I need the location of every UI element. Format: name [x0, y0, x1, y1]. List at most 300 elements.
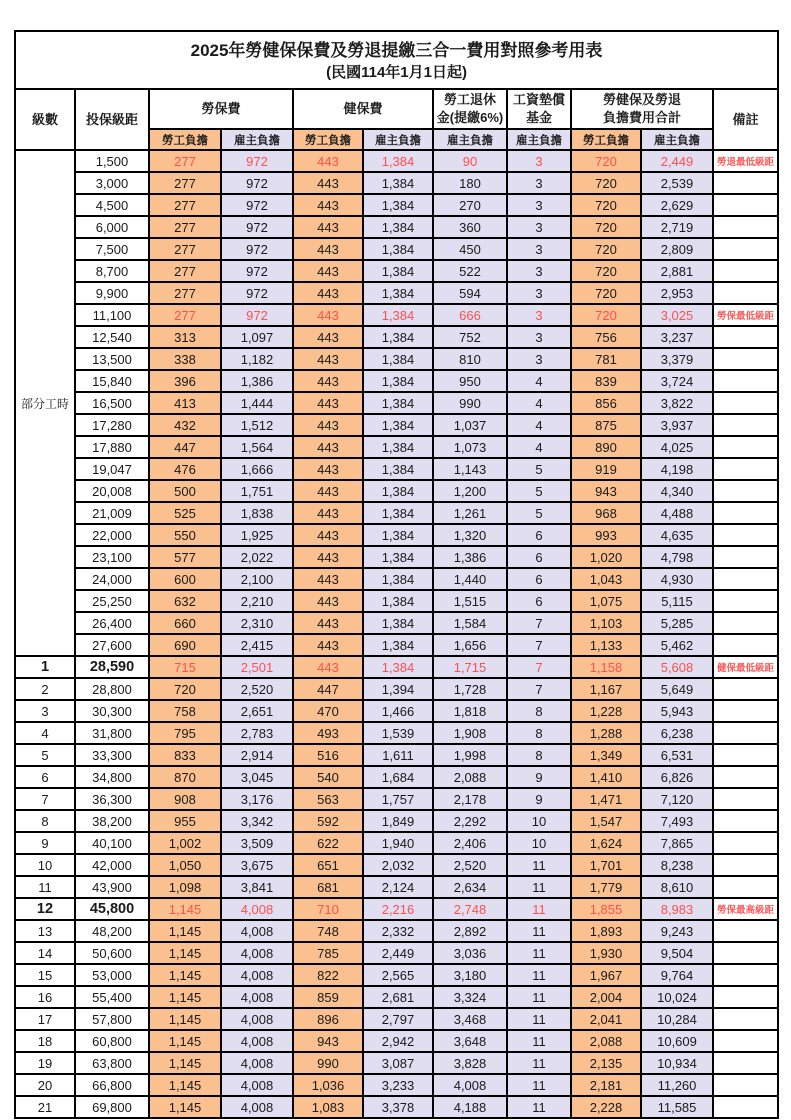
cell-total-employer: 2,539	[641, 172, 713, 194]
cell-remark: 勞退最低級距	[713, 150, 778, 172]
table-row	[15, 1030, 778, 1052]
cell-bracket: 7,500	[75, 238, 149, 260]
cell-bracket: 63,800	[75, 1052, 149, 1074]
cell-total-employer: 4,798	[641, 546, 713, 568]
cell-level: 17	[15, 1008, 75, 1030]
table-row	[15, 656, 778, 678]
cell-labor-employer: 3,176	[221, 788, 293, 810]
cell-health-employer: 1,384	[363, 194, 433, 216]
cell-wage-fund-employer: 3	[507, 282, 571, 304]
header-pension-line1: 勞工退休	[443, 92, 496, 108]
table-row	[15, 744, 778, 766]
cell-health-employee: 443	[293, 436, 363, 458]
cell-level: 21	[15, 1096, 75, 1118]
cell-labor-employer: 4,008	[221, 920, 293, 942]
cell-remark	[713, 326, 778, 348]
cell-pension-employer: 594	[433, 282, 507, 304]
cell-total-employee: 1,133	[571, 634, 641, 656]
table-row	[15, 832, 778, 854]
header-wage-fund-line2: 基金	[525, 110, 552, 125]
reference-table	[14, 30, 779, 1119]
cell-bracket: 34,800	[75, 766, 149, 788]
cell-health-employer: 2,942	[363, 1030, 433, 1052]
cell-total-employer: 10,284	[641, 1008, 713, 1030]
cell-wage-fund-employer: 8	[507, 722, 571, 744]
cell-health-employer: 1,466	[363, 700, 433, 722]
cell-remark	[713, 1074, 778, 1096]
cell-wage-fund-employer: 11	[507, 1052, 571, 1074]
cell-pension-employer: 2,178	[433, 788, 507, 810]
cell-level: 19	[15, 1052, 75, 1074]
cell-health-employee: 563	[293, 788, 363, 810]
cell-health-employer: 1,384	[363, 216, 433, 238]
cell-health-employer: 2,681	[363, 986, 433, 1008]
cell-total-employer: 3,025	[641, 304, 713, 326]
header-total	[571, 89, 713, 129]
cell-labor-employer: 2,210	[221, 590, 293, 612]
cell-wage-fund-employer: 11	[507, 920, 571, 942]
cell-bracket: 57,800	[75, 1008, 149, 1030]
cell-total-employee: 1,779	[571, 876, 641, 898]
cell-pension-employer: 2,406	[433, 832, 507, 854]
table-row	[15, 876, 778, 898]
header-bracket: 投保級距	[75, 89, 149, 150]
cell-remark	[713, 854, 778, 876]
cell-total-employee: 720	[571, 238, 641, 260]
cell-pension-employer: 3,828	[433, 1052, 507, 1074]
cell-wage-fund-employer: 5	[507, 502, 571, 524]
cell-total-employer: 6,826	[641, 766, 713, 788]
cell-total-employee: 1,701	[571, 854, 641, 876]
cell-total-employee: 839	[571, 370, 641, 392]
cell-wage-fund-employer: 3	[507, 150, 571, 172]
cell-bracket: 31,800	[75, 722, 149, 744]
cell-health-employee: 822	[293, 964, 363, 986]
cell-pension-employer: 1,515	[433, 590, 507, 612]
cell-labor-employee: 277	[149, 304, 221, 326]
cell-labor-employee: 955	[149, 810, 221, 832]
cell-labor-employee: 277	[149, 282, 221, 304]
cell-remark	[713, 458, 778, 480]
cell-pension-employer: 2,292	[433, 810, 507, 832]
cell-wage-fund-employer: 3	[507, 348, 571, 370]
cell-health-employer: 1,611	[363, 744, 433, 766]
cell-labor-employee: 277	[149, 216, 221, 238]
cell-pension-employer: 2,634	[433, 876, 507, 898]
cell-health-employer: 1,394	[363, 678, 433, 700]
subheader-labor-employee: 勞工負擔	[149, 129, 221, 150]
cell-total-employee: 1,103	[571, 612, 641, 634]
cell-total-employer: 9,504	[641, 942, 713, 964]
cell-remark	[713, 876, 778, 898]
cell-remark	[713, 722, 778, 744]
cell-labor-employer: 972	[221, 260, 293, 282]
cell-bracket: 50,600	[75, 942, 149, 964]
cell-health-employer: 1,384	[363, 612, 433, 634]
cell-pension-employer: 1,728	[433, 678, 507, 700]
cell-total-employee: 993	[571, 524, 641, 546]
cell-bracket: 8,700	[75, 260, 149, 282]
cell-pension-employer: 990	[433, 392, 507, 414]
cell-remark	[713, 480, 778, 502]
cell-labor-employee: 500	[149, 480, 221, 502]
cell-wage-fund-employer: 11	[507, 964, 571, 986]
cell-health-employee: 443	[293, 392, 363, 414]
cell-labor-employer: 972	[221, 194, 293, 216]
cell-total-employee: 1,930	[571, 942, 641, 964]
cell-bracket: 66,800	[75, 1074, 149, 1096]
table-row	[15, 326, 778, 348]
cell-total-employee: 720	[571, 172, 641, 194]
cell-total-employee: 1,471	[571, 788, 641, 810]
table-row	[15, 458, 778, 480]
cell-bracket: 13,500	[75, 348, 149, 370]
cell-labor-employee: 277	[149, 150, 221, 172]
cell-level: 2	[15, 678, 75, 700]
cell-wage-fund-employer: 3	[507, 238, 571, 260]
cell-labor-employer: 2,310	[221, 612, 293, 634]
table-body	[15, 150, 778, 1118]
cell-total-employer: 2,629	[641, 194, 713, 216]
cell-health-employee: 443	[293, 656, 363, 678]
cell-total-employee: 756	[571, 326, 641, 348]
cell-labor-employer: 1,838	[221, 502, 293, 524]
cell-total-employer: 5,649	[641, 678, 713, 700]
cell-remark	[713, 524, 778, 546]
table-row	[15, 1008, 778, 1030]
header-total-line1: 勞健保及勞退	[602, 92, 681, 108]
cell-total-employee: 720	[571, 260, 641, 282]
cell-bracket: 19,047	[75, 458, 149, 480]
cell-bracket: 45,800	[75, 898, 149, 920]
cell-remark	[713, 546, 778, 568]
cell-bracket: 40,100	[75, 832, 149, 854]
page-subtitle: (民國114年1月1日起)	[326, 64, 467, 82]
cell-labor-employee: 413	[149, 392, 221, 414]
cell-total-employee: 720	[571, 304, 641, 326]
cell-bracket: 33,300	[75, 744, 149, 766]
table-row	[15, 238, 778, 260]
cell-labor-employee: 870	[149, 766, 221, 788]
cell-health-employer: 1,384	[363, 634, 433, 656]
cell-pension-employer: 3,648	[433, 1030, 507, 1052]
cell-total-employer: 2,809	[641, 238, 713, 260]
cell-total-employee: 720	[571, 216, 641, 238]
cell-health-employer: 1,384	[363, 414, 433, 436]
cell-labor-employer: 1,444	[221, 392, 293, 414]
cell-bracket: 55,400	[75, 986, 149, 1008]
cell-level: 12	[15, 898, 75, 920]
cell-total-employee: 1,893	[571, 920, 641, 942]
header-level: 級數	[15, 89, 75, 150]
cell-total-employee: 1,167	[571, 678, 641, 700]
cell-health-employee: 710	[293, 898, 363, 920]
cell-labor-employer: 3,342	[221, 810, 293, 832]
cell-remark: 健保最低級距	[713, 656, 778, 678]
cell-remark	[713, 634, 778, 656]
cell-bracket: 60,800	[75, 1030, 149, 1052]
cell-labor-employee: 277	[149, 172, 221, 194]
cell-labor-employee: 432	[149, 414, 221, 436]
cell-health-employee: 470	[293, 700, 363, 722]
cell-health-employee: 622	[293, 832, 363, 854]
cell-remark	[713, 964, 778, 986]
cell-health-employee: 592	[293, 810, 363, 832]
cell-labor-employee: 525	[149, 502, 221, 524]
cell-health-employer: 2,332	[363, 920, 433, 942]
cell-remark	[713, 1008, 778, 1030]
cell-total-employer: 6,238	[641, 722, 713, 744]
cell-wage-fund-employer: 5	[507, 458, 571, 480]
cell-labor-employee: 1,145	[149, 920, 221, 942]
cell-wage-fund-employer: 7	[507, 634, 571, 656]
cell-total-employer: 5,608	[641, 656, 713, 678]
cell-wage-fund-employer: 11	[507, 1096, 571, 1118]
cell-labor-employee: 632	[149, 590, 221, 612]
table-row	[15, 898, 778, 920]
cell-bracket: 1,500	[75, 150, 149, 172]
cell-level: 16	[15, 986, 75, 1008]
cell-bracket: 11,100	[75, 304, 149, 326]
cell-bracket: 27,600	[75, 634, 149, 656]
table-row	[15, 172, 778, 194]
cell-bracket: 23,100	[75, 546, 149, 568]
cell-pension-employer: 1,818	[433, 700, 507, 722]
cell-health-employer: 2,565	[363, 964, 433, 986]
cell-remark	[713, 414, 778, 436]
cell-health-employee: 443	[293, 458, 363, 480]
cell-labor-employer: 4,008	[221, 1052, 293, 1074]
table-row	[15, 480, 778, 502]
cell-labor-employer: 3,841	[221, 876, 293, 898]
cell-remark	[713, 436, 778, 458]
cell-pension-employer: 950	[433, 370, 507, 392]
cell-health-employer: 1,384	[363, 590, 433, 612]
cell-total-employer: 5,285	[641, 612, 713, 634]
table-row	[15, 722, 778, 744]
cell-pension-employer: 4,188	[433, 1096, 507, 1118]
cell-health-employee: 443	[293, 370, 363, 392]
cell-total-employer: 2,449	[641, 150, 713, 172]
cell-health-employer: 1,849	[363, 810, 433, 832]
cell-remark	[713, 282, 778, 304]
cell-wage-fund-employer: 10	[507, 832, 571, 854]
subheader-health-employer: 雇主負擔	[363, 129, 433, 150]
subheader-total-employee: 勞工負擔	[571, 129, 641, 150]
cell-remark	[713, 194, 778, 216]
cell-health-employee: 443	[293, 194, 363, 216]
cell-health-employee: 443	[293, 326, 363, 348]
cell-labor-employer: 2,501	[221, 656, 293, 678]
cell-labor-employer: 1,182	[221, 348, 293, 370]
cell-pension-employer: 2,748	[433, 898, 507, 920]
cell-bracket: 24,000	[75, 568, 149, 590]
cell-labor-employer: 1,564	[221, 436, 293, 458]
table-row	[15, 920, 778, 942]
cell-labor-employer: 4,008	[221, 964, 293, 986]
cell-total-employee: 1,288	[571, 722, 641, 744]
cell-remark	[713, 744, 778, 766]
cell-wage-fund-employer: 11	[507, 854, 571, 876]
subheader-pension-employer: 雇主負擔	[433, 129, 507, 150]
title-cell	[15, 31, 778, 89]
cell-bracket: 36,300	[75, 788, 149, 810]
table-row	[15, 348, 778, 370]
cell-bracket: 30,300	[75, 700, 149, 722]
cell-labor-employee: 1,145	[149, 898, 221, 920]
cell-total-employee: 890	[571, 436, 641, 458]
cell-health-employee: 1,036	[293, 1074, 363, 1096]
cell-wage-fund-employer: 5	[507, 480, 571, 502]
table-row	[15, 942, 778, 964]
cell-health-employer: 2,449	[363, 942, 433, 964]
cell-health-employer: 3,087	[363, 1052, 433, 1074]
cell-pension-employer: 270	[433, 194, 507, 216]
cell-health-employee: 443	[293, 304, 363, 326]
table-row	[15, 502, 778, 524]
cell-bracket: 17,280	[75, 414, 149, 436]
cell-health-employee: 443	[293, 634, 363, 656]
cell-labor-employee: 715	[149, 656, 221, 678]
cell-health-employer: 1,384	[363, 326, 433, 348]
cell-pension-employer: 1,998	[433, 744, 507, 766]
cell-health-employer: 1,384	[363, 260, 433, 282]
cell-pension-employer: 90	[433, 150, 507, 172]
cell-health-employer: 1,539	[363, 722, 433, 744]
cell-total-employee: 1,075	[571, 590, 641, 612]
cell-labor-employee: 277	[149, 194, 221, 216]
cell-wage-fund-employer: 11	[507, 898, 571, 920]
cell-health-employer: 1,384	[363, 546, 433, 568]
cell-total-employee: 2,228	[571, 1096, 641, 1118]
cell-pension-employer: 1,037	[433, 414, 507, 436]
cell-health-employee: 990	[293, 1052, 363, 1074]
cell-wage-fund-employer: 9	[507, 766, 571, 788]
cell-labor-employee: 550	[149, 524, 221, 546]
cell-remark	[713, 700, 778, 722]
cell-pension-employer: 3,036	[433, 942, 507, 964]
table-row	[15, 700, 778, 722]
header-labor-insurance: 勞保費	[149, 89, 293, 129]
cell-total-employee: 1,624	[571, 832, 641, 854]
cell-bracket: 3,000	[75, 172, 149, 194]
cell-wage-fund-employer: 4	[507, 436, 571, 458]
table-row	[15, 546, 778, 568]
cell-labor-employer: 2,783	[221, 722, 293, 744]
cell-health-employer: 2,797	[363, 1008, 433, 1030]
table-row	[15, 678, 778, 700]
cell-pension-employer: 3,324	[433, 986, 507, 1008]
cell-wage-fund-employer: 11	[507, 1030, 571, 1052]
cell-labor-employer: 4,008	[221, 1096, 293, 1118]
cell-remark	[713, 216, 778, 238]
cell-total-employee: 1,410	[571, 766, 641, 788]
cell-labor-employee: 277	[149, 260, 221, 282]
cell-labor-employee: 690	[149, 634, 221, 656]
cell-wage-fund-employer: 3	[507, 216, 571, 238]
cell-total-employer: 9,764	[641, 964, 713, 986]
cell-labor-employer: 4,008	[221, 942, 293, 964]
cell-total-employee: 943	[571, 480, 641, 502]
cell-labor-employer: 1,751	[221, 480, 293, 502]
cell-bracket: 22,000	[75, 524, 149, 546]
cell-bracket: 48,200	[75, 920, 149, 942]
cell-bracket: 16,500	[75, 392, 149, 414]
cell-remark	[713, 678, 778, 700]
cell-labor-employer: 1,386	[221, 370, 293, 392]
cell-wage-fund-employer: 11	[507, 986, 571, 1008]
cell-total-employee: 1,855	[571, 898, 641, 920]
cell-bracket: 21,009	[75, 502, 149, 524]
table-row	[15, 634, 778, 656]
cell-level: 1	[15, 656, 75, 678]
cell-labor-employee: 720	[149, 678, 221, 700]
cell-pension-employer: 1,200	[433, 480, 507, 502]
cell-total-employer: 4,635	[641, 524, 713, 546]
subheader-total-employer: 雇主負擔	[641, 129, 713, 150]
cell-labor-employee: 338	[149, 348, 221, 370]
cell-total-employer: 6,531	[641, 744, 713, 766]
table-row	[15, 370, 778, 392]
cell-health-employee: 443	[293, 524, 363, 546]
cell-total-employer: 5,943	[641, 700, 713, 722]
cell-pension-employer: 3,468	[433, 1008, 507, 1030]
subheader-labor-employer: 雇主負擔	[221, 129, 293, 150]
cell-health-employer: 1,384	[363, 392, 433, 414]
cell-bracket: 28,800	[75, 678, 149, 700]
cell-health-employee: 443	[293, 590, 363, 612]
cell-health-employee: 859	[293, 986, 363, 1008]
cell-health-employee: 443	[293, 502, 363, 524]
header-pension-line2: 金(提繳6%)	[436, 110, 504, 125]
cell-level: 20	[15, 1074, 75, 1096]
page-title: 2025年勞健保保費及勞退提繳三合一費用對照參考用表	[190, 40, 603, 60]
cell-total-employer: 10,024	[641, 986, 713, 1008]
cell-labor-employer: 972	[221, 304, 293, 326]
cell-pension-employer: 180	[433, 172, 507, 194]
cell-total-employer: 7,865	[641, 832, 713, 854]
cell-pension-employer: 4,008	[433, 1074, 507, 1096]
cell-total-employee: 720	[571, 150, 641, 172]
cell-wage-fund-employer: 7	[507, 678, 571, 700]
cell-level: 3	[15, 700, 75, 722]
cell-total-employer: 3,937	[641, 414, 713, 436]
cell-remark	[713, 568, 778, 590]
cell-labor-employee: 908	[149, 788, 221, 810]
cell-labor-employee: 1,098	[149, 876, 221, 898]
cell-labor-employer: 972	[221, 238, 293, 260]
cell-total-employer: 2,719	[641, 216, 713, 238]
cell-remark	[713, 810, 778, 832]
cell-level: 14	[15, 942, 75, 964]
cell-labor-employee: 758	[149, 700, 221, 722]
cell-pension-employer: 752	[433, 326, 507, 348]
cell-total-employee: 856	[571, 392, 641, 414]
cell-total-employee: 720	[571, 194, 641, 216]
cell-bracket: 15,840	[75, 370, 149, 392]
cell-total-employee: 919	[571, 458, 641, 480]
cell-total-employer: 3,822	[641, 392, 713, 414]
cell-bracket: 26,400	[75, 612, 149, 634]
cell-level: 15	[15, 964, 75, 986]
cell-pension-employer: 1,715	[433, 656, 507, 678]
table-row	[15, 392, 778, 414]
cell-bracket: 28,590	[75, 656, 149, 678]
table-row	[15, 216, 778, 238]
cell-wage-fund-employer: 6	[507, 568, 571, 590]
cell-labor-employer: 2,651	[221, 700, 293, 722]
cell-pension-employer: 810	[433, 348, 507, 370]
